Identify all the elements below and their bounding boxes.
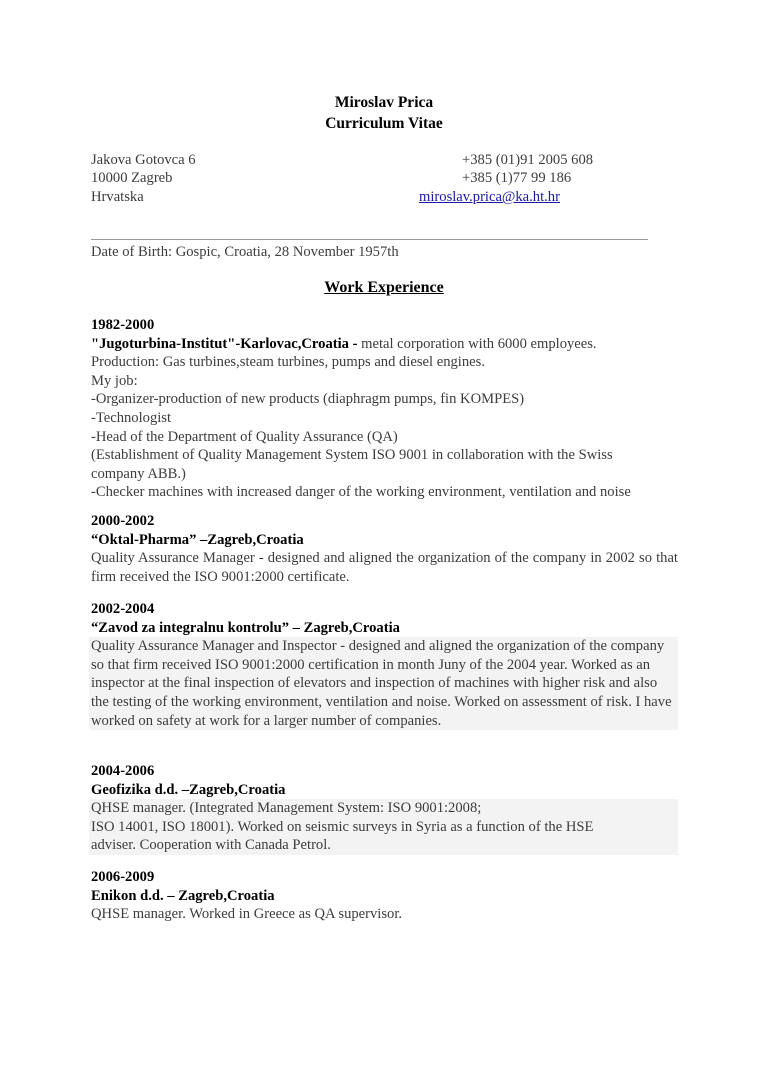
divider (91, 239, 648, 240)
address-country: Hrvatska (91, 189, 144, 205)
phone-2: +385 (1)77 99 186 (462, 170, 572, 186)
job-2004-2006 (91, 762, 678, 855)
job-years: 2002-2004 (91, 601, 155, 617)
job-years: 2006-2009 (91, 869, 155, 885)
job-2000-2002 (91, 512, 678, 586)
job-description: Quality Assurance Manager and Inspector - designed and aligned the organization of the company so that firm received ISO 9001:2000 certification in month Juny of the 2004 year. Worked as an inspector at the final inspection of elevators and inspection of machines with higher risk and also the testing of the working environment, ventilation and noise. Worked on assessment of risk. I have worked on safety at work for a larger number of companies. (89, 637, 678, 730)
job-2006-2009 (91, 868, 678, 924)
job-description (89, 799, 678, 855)
job-line: (Establishment of Quality Management System ISO 9001 in collaboration with the Swiss company ABB.) (91, 447, 613, 482)
job-years: 1982-2000 (91, 317, 155, 333)
job-line: adviser. Cooperation with Canada Petrol. (91, 837, 331, 854)
job-1982-2000 (91, 316, 678, 502)
job-line: QHSE manager. (Integrated Management System: ISO 9001:2008; (91, 800, 482, 817)
job-company: Enikon d.d. – Zagreb,Croatia (91, 887, 275, 904)
address-street: Jakova Gotovca 6 (91, 152, 196, 168)
job-company: "Jugoturbina-Institut"-Karlovac,Croatia - (91, 335, 358, 352)
job-years: 2004-2006 (91, 763, 155, 779)
job-company: “Zavod za integralnu kontrolu” – Zagreb,Croatia (91, 619, 400, 636)
job-line: Production: Gas turbines,steam turbines, pumps and diesel engines. (91, 354, 485, 371)
job-line: ISO 14001, ISO 18001). Worked on seismic surveys in Syria as a function of the HSE (91, 818, 594, 835)
job-company: Geofizika d.d. –Zagreb,Croatia (91, 781, 286, 798)
address-city: 10000 Zagreb (91, 170, 173, 186)
job-line: -Organizer-production of new products (diaphragm pumps, fin KOMPES) (91, 391, 525, 408)
job-company-desc: metal corporation with 6000 employees. (357, 335, 597, 352)
job-line: My job: (91, 372, 138, 389)
date-of-birth: Date of Birth: Gospic, Croatia, 28 November 1957th (91, 244, 399, 260)
job-line: -Checker machines with increased danger of the working environment, ventilation and noise (91, 484, 631, 501)
cv-subtitle: Curriculum Vitae (325, 115, 443, 132)
job-line: -Head of the Department of Quality Assurance (QA) (91, 428, 398, 445)
job-description: QHSE manager. Worked in Greece as QA supervisor. (91, 906, 403, 923)
phone-1: +385 (01)91 2005 608 (462, 152, 594, 168)
job-description: Quality Assurance Manager - designed and aligned the organization of the company in 2002 so that firm received the ISO 9001:2000 certificate. (91, 550, 678, 585)
cv-name: Miroslav Prica (334, 94, 434, 111)
job-years: 2000-2002 (91, 513, 155, 529)
job-company: “Oktal-Pharma” –Zagreb,Croatia (91, 531, 304, 548)
job-line: -Technologist (91, 409, 172, 426)
email-link[interactable]: miroslav.prica@ka.ht.hr (419, 189, 560, 205)
job-2002-2004 (91, 600, 678, 730)
section-title: Work Experience (324, 279, 444, 296)
